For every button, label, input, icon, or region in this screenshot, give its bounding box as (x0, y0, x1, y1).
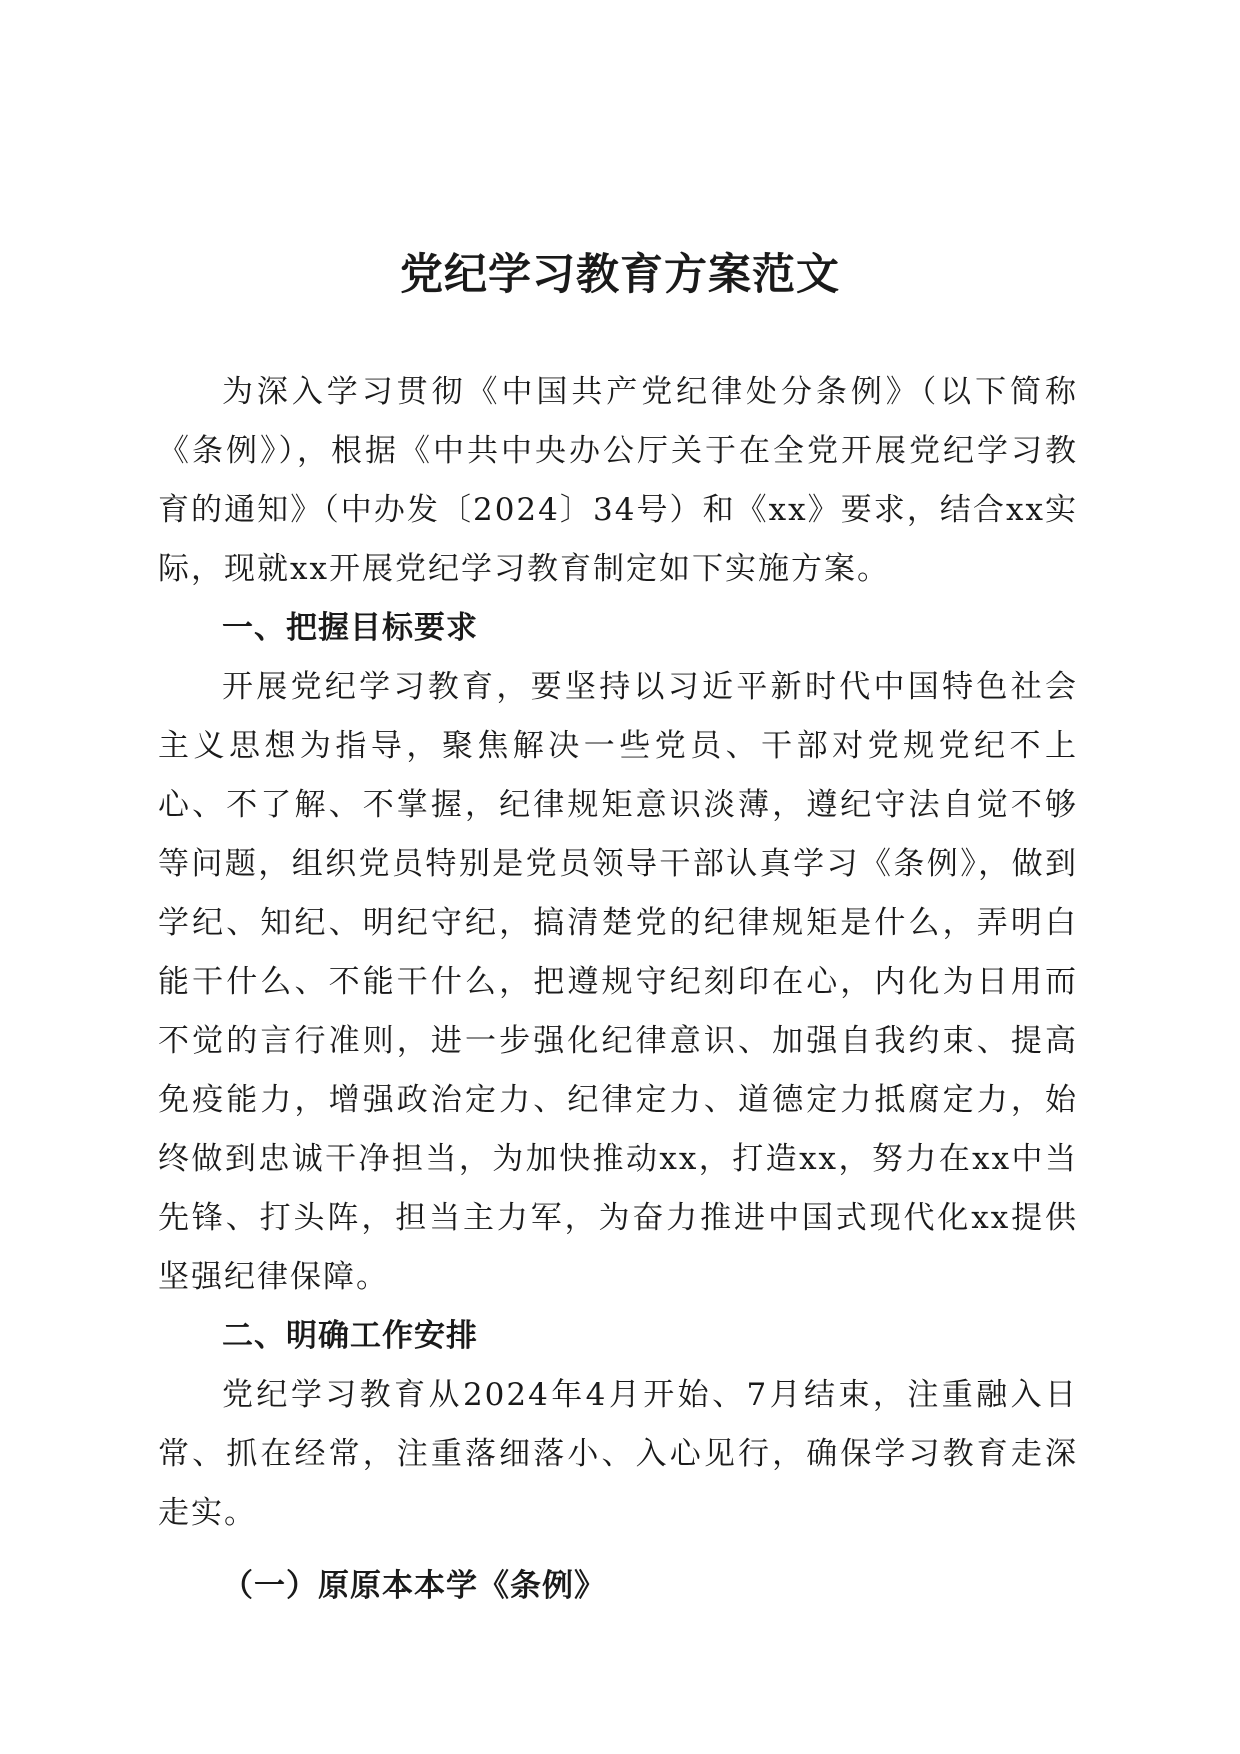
document-title: 党纪学习教育方案范文 (400, 250, 840, 300)
document-body (158, 363, 1078, 1616)
intro-paragraph: 为深入学习贯彻《中国共产党纪律处分条例》（以下简称《条例》），根据《中共中央办公厅关于在全党开展党纪学习教育的通知》（中办发〔2024〕34号）和《xx》要求，结合xx实际，现就xx开展党纪学习教育制定如下实施方案。 (158, 374, 1078, 587)
section-heading-2: 二、明确工作安排 (222, 1318, 478, 1354)
section-paragraph-2: 党纪学习教育从2024年4月开始、7月结束，注重融入日常、抓在经常，注重落细落小、入心见行，确保学习教育走深走实。 (158, 1377, 1078, 1531)
subsection-heading: （一）原原本本学《条例》 (222, 1568, 606, 1604)
section-heading-1: 一、把握目标要求 (222, 610, 478, 646)
section-paragraph-1: 开展党纪学习教育，要坚持以习近平新时代中国特色社会主义思想为指导，聚焦解决一些党员、干部对党规党纪不上心、不了解、不掌握，纪律规矩意识淡薄，遵纪守法自觉不够等问题，组织党员特别是党员领导干部认真学习《条例》，做到学纪、知纪、明纪守纪，搞清楚党的纪律规矩是什么，弄明白能干什么、不能干什么，把遵规守纪刻印在心，内化为日用而不觉的言行准则，进一步强化纪律意识、加强自我约束、提高免疫能力，增强政治定力、纪律定力、道德定力抵腐定力，始终做到忠诚干净担当，为加快推动xx，打造xx，努力在xx中当先锋、打头阵，担当主力军，为奋力推进中国式现代化xx提供坚强纪律保障。 (158, 669, 1078, 1295)
